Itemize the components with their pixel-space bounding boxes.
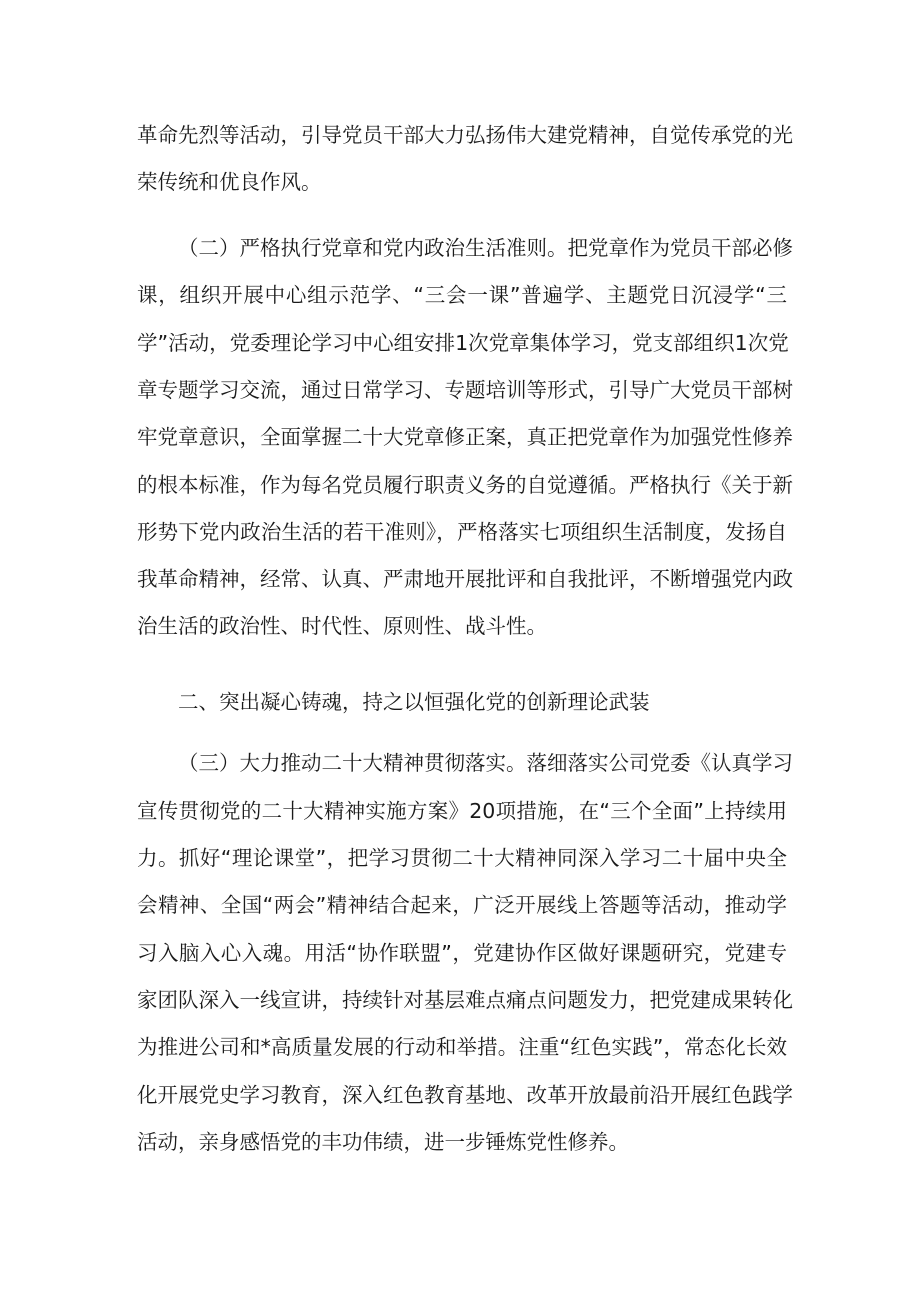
paragraph-2-line-9: 治生活的政治性、时代性、原则性、战斗性。 [137,614,547,638]
paragraph-2-line-3: 学”活动，党委理论学习中心组安排1次党章集体学习，党支部组织1次党 [137,331,789,355]
paragraph-2-line-4: 章专题学习交流，通过日常学习、专题培训等形式，引导广大党员干部树 [137,378,793,402]
paragraph-3-line-1: （三）大力推动二十大精神贯彻落实。落细落实公司党委《认真学习 [178,751,793,775]
paragraph-3-line-7: 为推进公司和*高质量发展的行动和举措。注重“红色实践”，常态化长效 [137,1035,787,1059]
paragraph-3-line-9: 活动，亲身感悟党的丰功伟绩，进一步锤炼党性修养。 [137,1130,629,1154]
paragraph-3-line-8: 化开展党史学习教育，深入红色教育基地、改革开放最前沿开展红色践学 [137,1083,793,1107]
paragraph-3-line-4: 会精神、全国“两会”精神结合起来，广泛开展线上答题等活动，推动学 [137,893,787,917]
paragraph-2-line-1: （二）严格执行党章和党内政治生活准则。把党章作为党员干部必修 [178,236,793,260]
paragraph-3-line-5: 习入脑入心入魂。用活“协作联盟”，党建协作区做好课题研究，党建专 [137,941,787,965]
paragraph-3-line-3: 力。抓好“理论课堂”，把学习贯彻二十大精神同深入学习二十届中央全 [137,846,787,870]
paragraph-2-line-5: 牢党章意识，全面掌握二十大党章修正案，真正把党章作为加强党性修养 [137,425,793,449]
paragraph-2-line-6: 的根本标准，作为每名党员履行职责义务的自觉遵循。严格执行《关于新 [137,473,793,497]
section-heading: 二、突出凝心铸魂，持之以恒强化党的创新理论武装 [178,690,650,714]
paragraph-2-line-7: 形势下党内政治生活的若干准则》，严格落实七项组织生活制度，发扬自 [137,520,787,544]
paragraph-2-line-2: 课，组织开展中心组示范学、“三会一课”普遍学、主题党日沉浸学“三 [137,283,787,307]
paragraph-2-line-8: 我革命精神，经常、认真、严肃地开展批评和自我批评，不断增强党内政 [137,567,793,591]
paragraph-intro-line-1: 革命先烈等活动，引导党员干部大力弘扬伟大建党精神，自觉传承党的光 [137,123,793,147]
paragraph-3-line-6: 家团队深入一线宣讲，持续针对基层难点痛点问题发力，把党建成果转化 [137,988,793,1012]
paragraph-3-line-2: 宣传贯彻党的二十大精神实施方案》20项措施，在“三个全面”上持续用 [137,799,787,823]
paragraph-intro-line-2: 荣传统和优良作风。 [137,170,322,194]
